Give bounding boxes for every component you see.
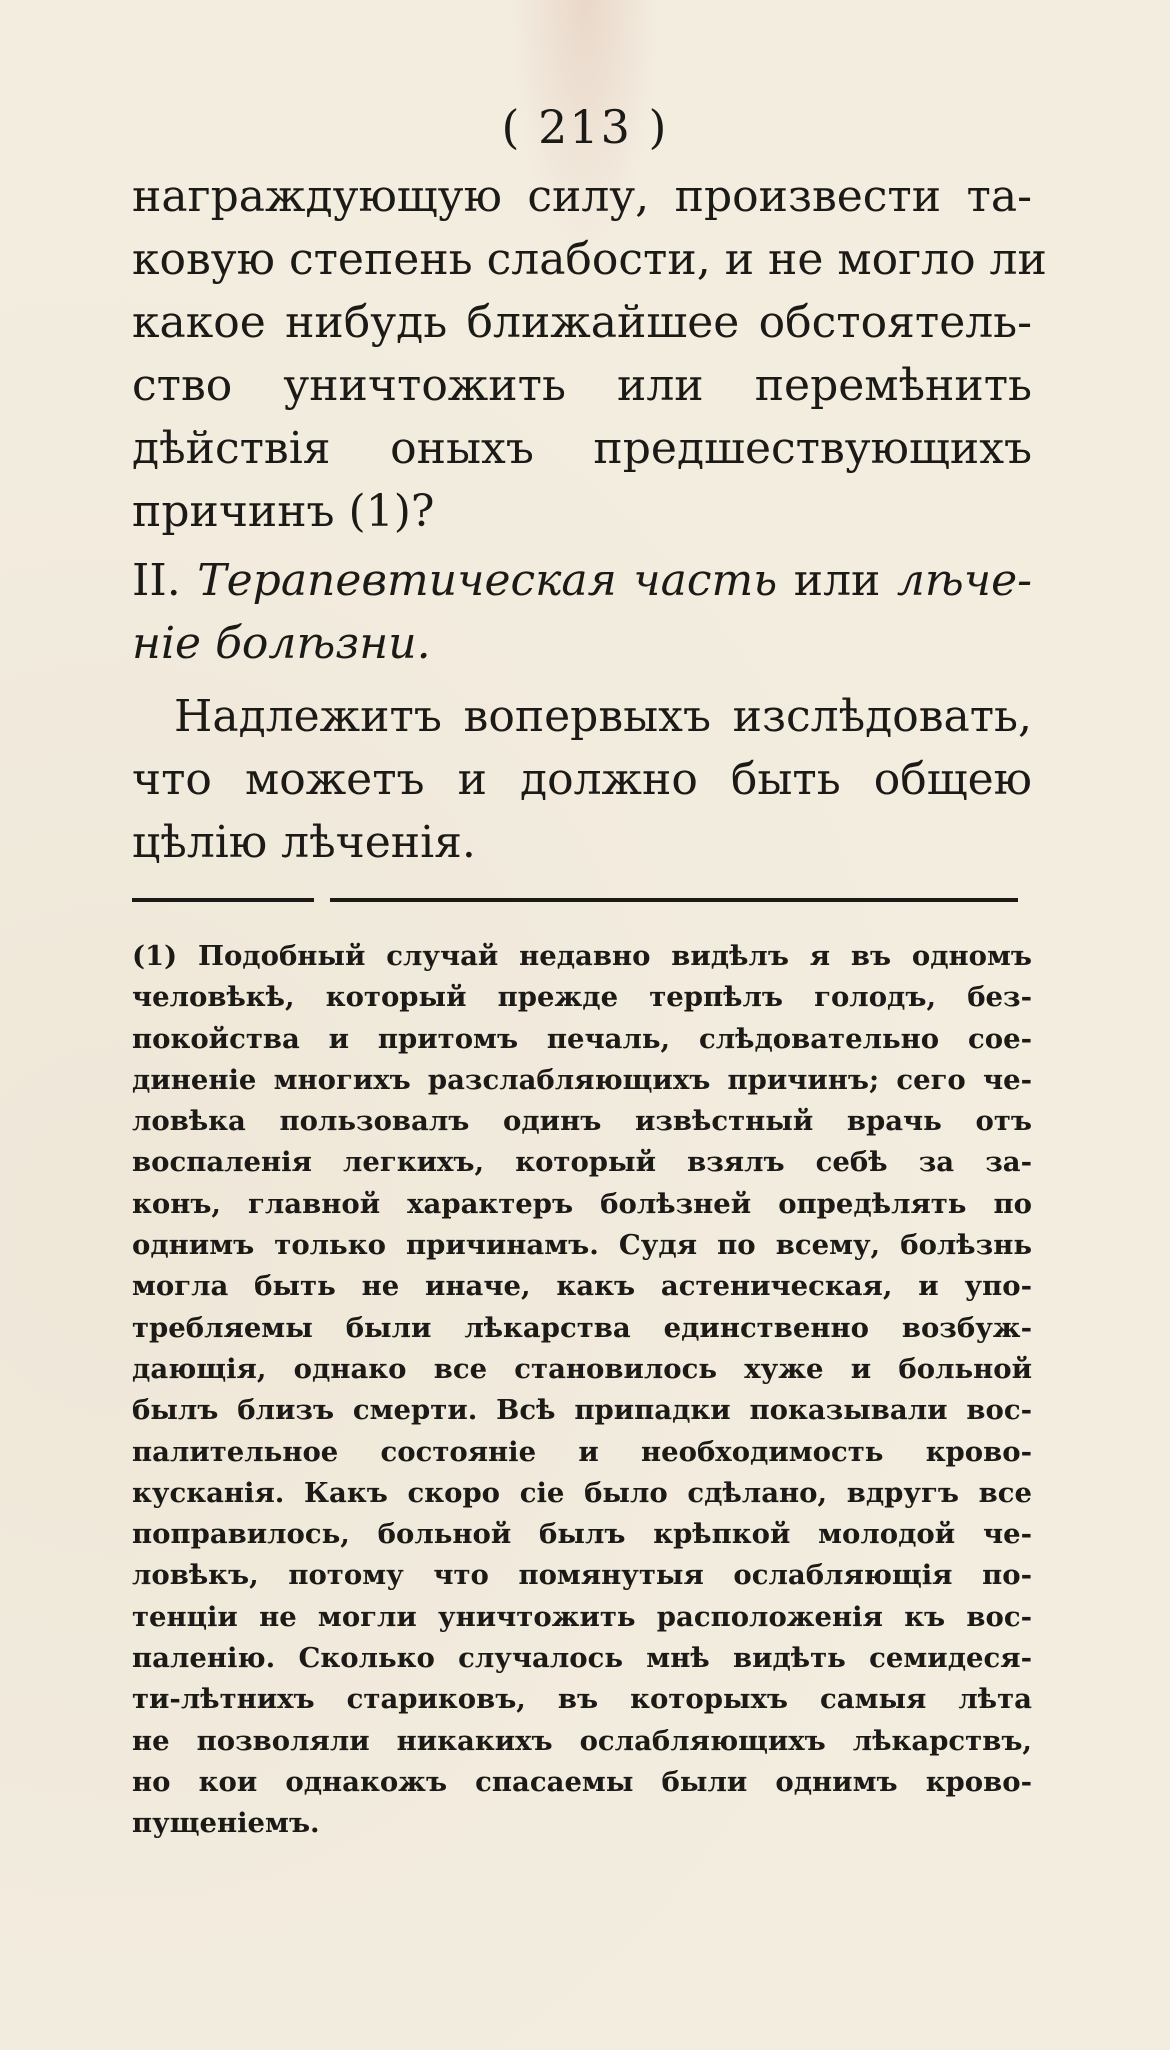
footnote-line: ти-лѣтнихъ стариковъ, въ которыхъ самыя лѣта [132,1683,1032,1716]
footnote-line: не позволяли никакихъ ослабляющихъ лѣкарствъ, [132,1724,1032,1757]
footnote-line: покойства и притомъ печаль, слѣдовательно сое- [132,1022,1032,1055]
section-number: II. [132,555,181,606]
footnote-line: но кои однакожъ спасаемы были однимъ крово- [132,1765,1032,1798]
text-line: награждующую силу, произвести та- [132,171,1032,222]
page-number: ( 213 ) [501,100,669,154]
text-line: ство уничтожить или перемѣнить [132,360,1032,411]
section-title-conjunction: или [793,555,881,606]
footnote-line: диненiе многихъ разслабляющихъ причинъ; сего че- [132,1063,1032,1096]
section-heading [132,549,1032,612]
footnote-line: былъ близъ смерти. Всѣ припадки показывали вос- [132,1394,1032,1427]
paragraph-line: Надлежитъ вопервыхъ изслѣдовать, [174,691,1032,742]
footnote-line: пущенiемъ. [132,1807,320,1840]
footnote-line: могла быть не иначе, какъ астеническая, и упо- [132,1270,1032,1303]
text-line: какое нибудь ближайшее обстоятель- [132,297,1032,348]
footnote-line: палительное состоянiе и необходимость крово- [132,1435,1032,1468]
paragraph-line: что можетъ и должно быть общею [132,754,1032,805]
section-heading-line2: нiе болѣзни. [132,618,431,669]
footnote-line: воспаленiя легкихъ, который взялъ себѣ за за- [132,1146,1032,1179]
main-text [132,165,1047,874]
footnote-line: поправилось, больной былъ крѣпкой молодой че- [132,1518,1032,1551]
footnote-line: требляемы были лѣкарства единственно возбуж- [132,1311,1032,1344]
section-title: Терапевтическая часть [197,555,778,606]
text-line: причинъ (1)? [132,486,435,537]
footnote-line: (1) Подобный случай недавно видѣлъ я въ одномъ [132,940,1032,972]
paragraph-line: цѣлiю лѣченiя. [132,817,476,868]
footnote-line: ловѣкъ, потому что помянутыя ослабляющiя по- [132,1559,1032,1592]
footnote [132,936,1032,1845]
footnote-line: человѣкѣ, который прежде терпѣлъ голодъ, без- [132,981,1032,1014]
footnote-line: ловѣка пользовалъ одинъ извѣстный врачь отъ [132,1105,1032,1138]
footnote-divider-short [132,898,314,902]
footnote-line: дающiя, однако все становилось хуже и больной [132,1352,1032,1385]
footnote-line: однимъ только причинамъ. Судя по всему, болѣзнь [132,1229,1032,1262]
footnote-line: кусканiя. Какъ скоро сiе было сдѣлано, вдругъ все [132,1476,1032,1509]
footnote-divider-long [330,898,1018,902]
text-line: дѣйствiя оныхъ предшествующихъ [132,423,1032,474]
footnote-line: конъ, главной характеръ болѣзней опредѣлять по [132,1187,1032,1220]
footnote-line: паленiю. Сколько случалось мнѣ видѣть семидеся- [132,1642,1032,1675]
section-title-cont: лѣче- [896,555,1032,606]
text-line: ковую степень слабости, и не могло ли [132,234,1047,285]
footnote-line: тенцiи не могли уничтожить расположенiя къ вос- [132,1600,1032,1633]
